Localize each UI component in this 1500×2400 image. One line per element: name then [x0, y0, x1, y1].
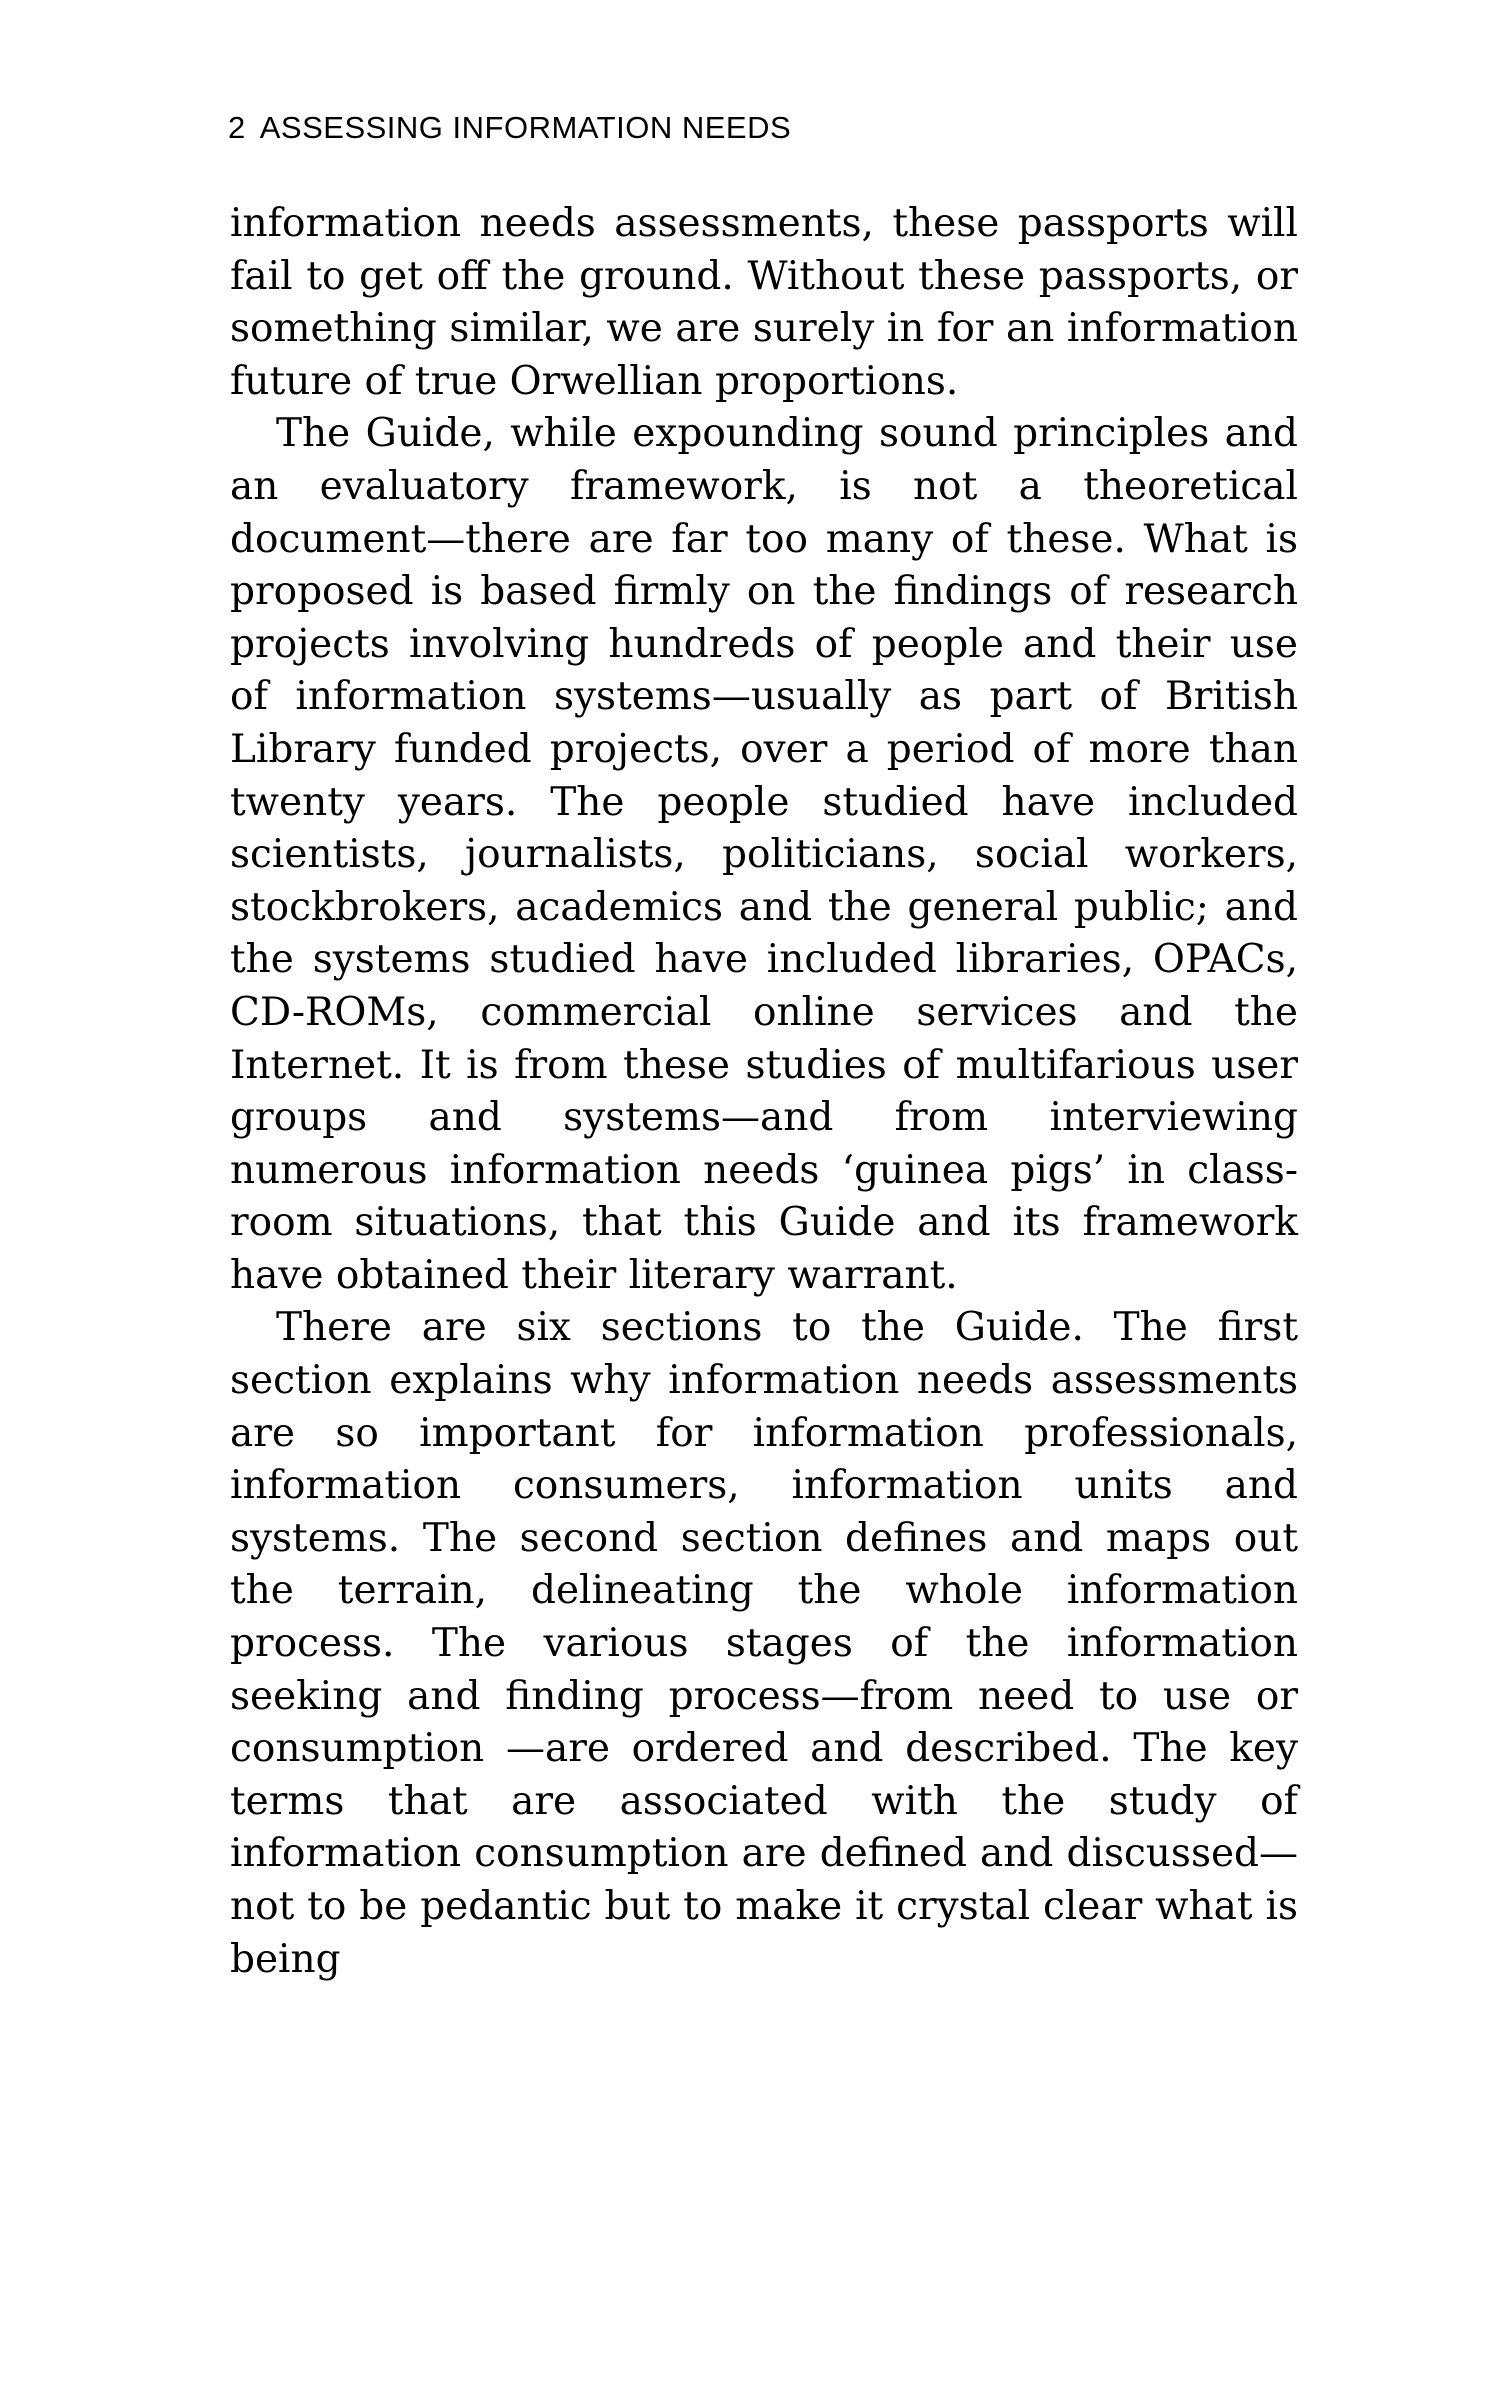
paragraph-continued: information needs assessments, these passports will fail to get off the ground. Without these passports, or something similar, we are surely in for an information future of true Orwellian proportions.	[230, 201, 1298, 404]
body-text	[230, 198, 1298, 1986]
running-head	[228, 108, 791, 148]
running-head-title: ASSESSING INFORMATION NEEDS	[259, 110, 792, 145]
paragraph-six-sections: There are six sections to the Guide. The first section explains why information needs assessments are so important for information professionals, information consumers, information units and systems. The second section defines and maps out the terrain, delineating the whole information process. The various stages of the information seeking and finding process—from need to use or consumption —are ordered and described. The key terms that are associated with the study of information consumption are defined and discussed—not to be pedantic but to make it crystal clear what is being	[230, 1305, 1298, 1982]
page-number: 2	[228, 110, 246, 145]
paragraph-guide-framework: The Guide, while expounding sound principles and an evaluatory framework, is not a theoretical document—there are far too many of these. What is proposed is based firmly on the findings of research projects involving hundreds of people and their use of information systems—usually as part of British Library funded projects, over a period of more than twenty years. The people studied have included scientists, journalists, politicians, social workers, stockbrokers, academics and the general public; and the systems studied have included libraries, OPACs, CD-ROMs, commercial online services and the Internet. It is from these studies of multifarious user groups and systems—and from interviewing numerous information needs ‘guinea pigs’ in class-room situations, that this Guide and its framework have obtained their literary warrant.	[230, 411, 1298, 1298]
